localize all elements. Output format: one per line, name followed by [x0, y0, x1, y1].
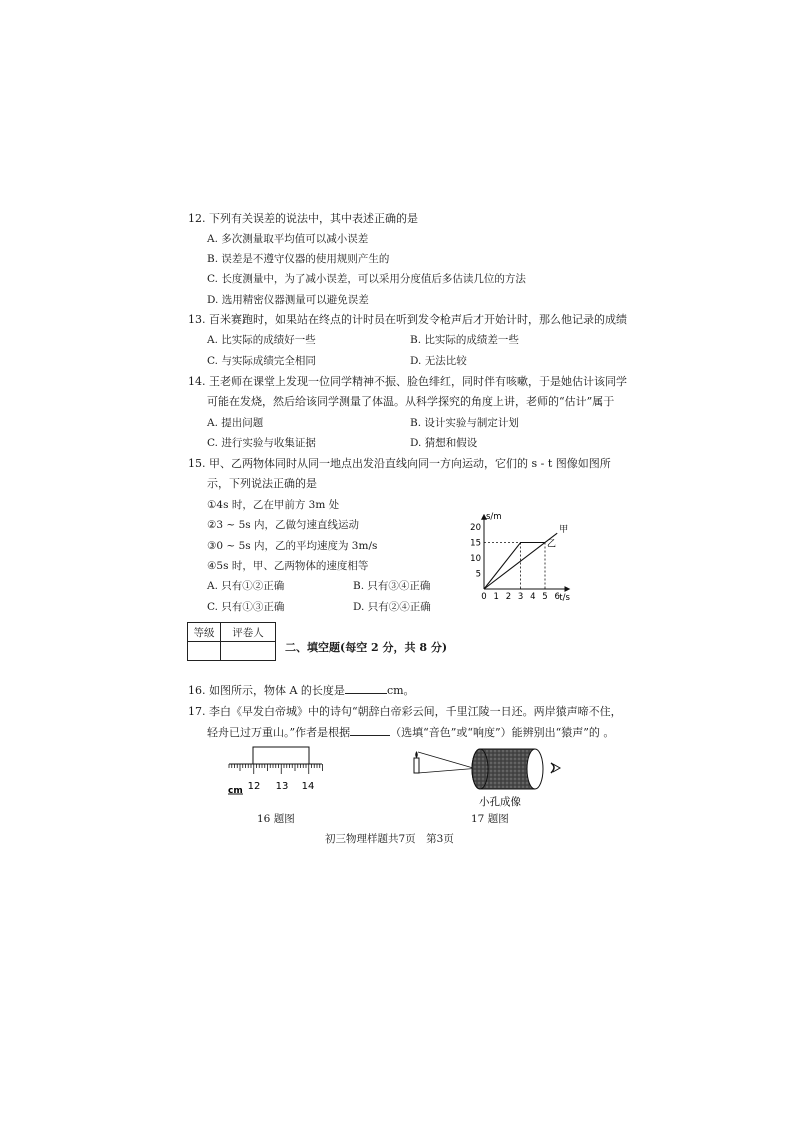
fig16-caption: 16 题图 [257, 813, 295, 825]
y-tick-15: 15 [470, 538, 481, 549]
x-tick-4: 4 [530, 592, 536, 602]
ruler-unit: cm [228, 786, 243, 795]
q12-option-b: B. 误差是不遵守仪器的使用规则产生的 [207, 253, 390, 265]
q13-stem: 13. 百米赛跑时，如果站在终点的计时员在听到发令枪声后才开始计时，那么他记录的成绩 [188, 313, 627, 326]
q16-prefix: 16. 如图所示，物体 A 的长度是 [188, 684, 345, 697]
ruler-ticks [229, 764, 323, 774]
q12-option-d: D. 选用精密仪器测量可以避免误差 [207, 294, 369, 306]
q15-option-a: A. 只有①②正确 [207, 580, 285, 592]
q15-statement-4: ④5s 时，甲、乙两物体的速度相等 [207, 560, 369, 572]
q14-option-a: A. 提出问题 [207, 417, 264, 429]
grader-cell[interactable] [221, 642, 276, 661]
ray-bottom [418, 768, 480, 773]
ray-top [418, 752, 480, 770]
q15-statement-2: ②3 ~ 5s 内，乙做匀速直线运动 [207, 519, 359, 531]
box-screen [527, 749, 543, 789]
ruler-label-12: 12 [247, 781, 261, 792]
q12-stem: 12. 下列有关误差的说法中，其中表述正确的是 [188, 212, 418, 225]
pinhole-label: 小孔成像 [479, 796, 521, 808]
ruler-label-13: 13 [275, 781, 289, 792]
q14-option-b: B. 设计实验与制定计划 [410, 417, 519, 429]
q17-line1: 17. 李白《早发白帝城》中的诗句“朝辞白帝彩云间，千里江陵一日还。两岸猿声啼不住， [188, 705, 622, 718]
q15-option-d: D. 只有②④正确 [353, 601, 431, 613]
x-tick-1: 1 [493, 592, 499, 602]
q14-stem-line2: 可能在发烧，然后给该同学测量了体温。从科学探究的角度上讲，老师的“估计”属于 [207, 395, 615, 408]
candle-icon [414, 751, 419, 773]
series-label-jia: 甲 [559, 525, 569, 536]
x-tick-0: 0 [481, 592, 487, 602]
object-a [253, 747, 309, 764]
y-tick-20: 20 [470, 523, 481, 533]
q17-answer-blank[interactable] [350, 735, 390, 736]
q15-option-c: C. 只有①③正确 [207, 601, 285, 613]
q12-option-c: C. 长度测量中，为了减小误差，可以采用分度值后多估读几位的方法 [207, 273, 526, 285]
grade-cell[interactable] [188, 642, 221, 661]
x-tick-2: 2 [505, 592, 512, 602]
x-tick-3: 3 [517, 592, 524, 602]
q14-stem-line1: 14. 王老师在课堂上发现一位同学精神不振、脸色绯红，同时伴有咳嗽，于是她估计该同学 [188, 375, 627, 388]
y-axis-label: s/m [486, 511, 502, 522]
x-tick-5: 5 [542, 592, 548, 602]
q15-statement-3: ③0 ~ 5s 内，乙的平均速度为 3m/s [207, 540, 378, 552]
q16-suffix: cm。 [386, 684, 415, 697]
st-graph [470, 505, 595, 605]
q13-option-c: C. 与实际成绩完全相同 [207, 355, 316, 367]
x-tick-6: 6 [554, 592, 560, 602]
q14-option-d: D. 猜想和假设 [410, 437, 478, 449]
y-tick-5: 5 [475, 569, 481, 580]
q16-answer-blank[interactable] [345, 693, 387, 694]
q14-option-c: C. 进行实验与收集证据 [207, 437, 316, 449]
q17-line2 [207, 726, 614, 740]
q17-line2-prefix: 轻舟已过万重山。”作者是根据 [207, 726, 351, 739]
series-label-yi: 乙 [547, 539, 557, 550]
q15-statement-1: ①4s 时，乙在甲前方 3m 处 [207, 499, 340, 511]
q17-line2-suffix: （选填“音色”或“响度”）能辨别出“猿声”的 。 [390, 726, 615, 739]
section-title: 二、填空题(每空 2 分，共 8 分) [285, 641, 448, 654]
grade-table [187, 622, 276, 661]
q13-option-b: B. 比实际的成绩差一些 [410, 334, 519, 346]
ruler-label-14: 14 [301, 781, 315, 792]
grader-header: 评卷人 [221, 623, 276, 642]
fig17-caption: 17 题图 [471, 813, 509, 825]
q15-stem-line1: 15. 甲、乙两物体同时从同一地点出发沿直线向同一方向运动，它们的 s - t 图像如图所 [188, 457, 611, 470]
ruler-figure [225, 745, 325, 795]
page-footer: 初三物理样题共7页 第3页 [325, 833, 454, 845]
pinhole-figure [410, 742, 570, 810]
eye-icon [551, 763, 560, 773]
q16-text [188, 684, 415, 698]
q15-stem-line2: 示，下列说法正确的是 [207, 477, 317, 490]
x-axis-label: t/s [559, 593, 570, 603]
q12-option-a: A. 多次测量取平均值可以减小误差 [207, 233, 369, 245]
grade-header: 等级 [188, 623, 221, 642]
q15-option-b: B. 只有③④正确 [353, 580, 431, 592]
y-tick-10: 10 [470, 554, 481, 564]
q13-option-d: D. 无法比较 [410, 355, 467, 367]
q13-option-a: A. 比实际的成绩好一些 [207, 334, 316, 346]
